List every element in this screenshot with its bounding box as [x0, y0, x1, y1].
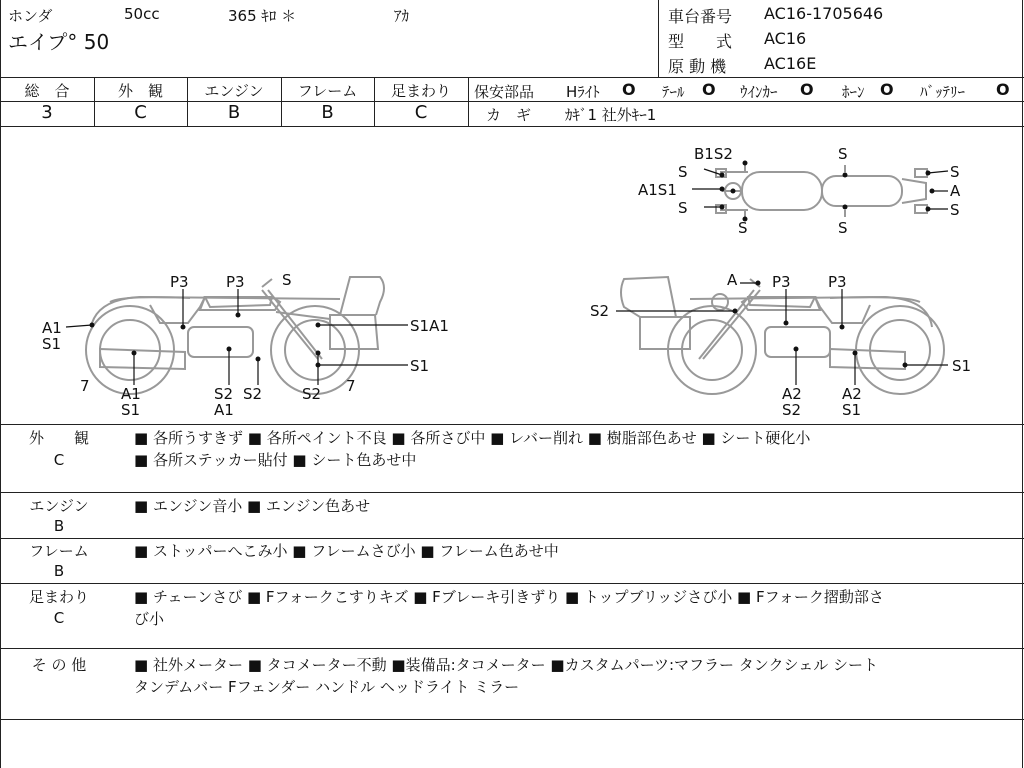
diagram-label: A1: [42, 319, 62, 337]
diagram-label: S: [738, 219, 748, 237]
diagram-label: A2: [842, 385, 862, 403]
suspension-section-grade: C: [53, 609, 65, 627]
diagram-label: A2: [782, 385, 802, 403]
damage-dots: [90, 161, 935, 368]
mileage: 365 ｷﾛ ＊: [228, 7, 297, 25]
diagram-label: P3: [226, 273, 245, 291]
note-line: ■ 各所ステッカー貼付 ■ シート色あせ中: [134, 451, 417, 469]
frame-grade: B: [321, 102, 334, 123]
diagram-label: S: [950, 163, 960, 181]
diagram-label: P3: [772, 273, 791, 291]
headlight-ok-mark: O: [622, 80, 636, 99]
other-notes: [134, 654, 1018, 698]
diagram-label: S1: [842, 401, 862, 419]
diagram-label: S: [838, 219, 848, 237]
frame-label: フレーム: [297, 82, 358, 100]
model-name: エイプ° 50: [8, 30, 110, 54]
rule-col5: [468, 77, 469, 126]
rule-sec5-bottom: [0, 719, 1024, 720]
other-section-label: そ の 他: [31, 656, 87, 674]
diagram-label: S2: [302, 385, 322, 403]
diagram-label: S: [678, 199, 688, 217]
rule-header-bottom: [0, 77, 1024, 78]
safety-label: 保安部品: [474, 83, 535, 101]
suspension-section-label: 足まわり: [28, 588, 89, 606]
exterior-section-grade: C: [53, 451, 65, 469]
bike-left-view: [86, 277, 384, 394]
diagram-label: P3: [170, 273, 189, 291]
diagram-label: 7: [80, 377, 90, 395]
engine-section-grade: B: [53, 517, 65, 535]
note-line: ■ エンジン音小 ■ エンジン色あせ: [134, 497, 371, 515]
engine-notes: [134, 495, 1018, 517]
winker-ok-mark: O: [800, 80, 814, 99]
key-label: カ ギ: [486, 106, 532, 124]
exterior-grade: C: [134, 102, 147, 123]
diagram-label: S2: [590, 302, 610, 320]
exterior-section-label: 外 観: [28, 429, 89, 447]
winker-label: ｳｲﾝｶｰ: [740, 83, 778, 101]
frame-no-label: 車台番号: [668, 7, 733, 26]
headlight-label: Hﾗｲﾄ: [566, 83, 600, 101]
diagram-label: A1: [121, 385, 141, 403]
exterior-label: 外 観: [117, 82, 163, 100]
leader-lines: [66, 169, 948, 385]
note-line: タンデムバー Fフェンダー ハンドル ヘッドライト ミラー: [134, 678, 520, 696]
key-value: ｶｷﾞ1 社外ｷｰ1: [565, 106, 657, 124]
diagram-label: A1: [214, 401, 234, 419]
diagram-label: A1S1: [638, 181, 677, 199]
engine-grade: B: [227, 102, 241, 123]
rule-diagram-bottom: [0, 424, 1024, 425]
battery-label: ﾊﾞｯﾃﾘｰ: [920, 83, 966, 101]
taillight-ok-mark: O: [702, 80, 716, 99]
diagram-label: S1: [952, 357, 972, 375]
overall-label: 総 合: [24, 82, 70, 100]
overall-grade: 3: [41, 102, 53, 123]
suspension-notes: [134, 586, 1018, 630]
diagram-label: S: [950, 201, 960, 219]
note-line: ■ ストッパーへこみ小 ■ フレームさび小 ■ フレーム色あせ中: [134, 542, 559, 560]
note-line: ■ 社外メーター ■ タコメーター不動 ■装備品:タコメーター ■カスタムパーツ:マフラー タンクシェル シート: [134, 656, 878, 674]
horn-label: ﾎｰﾝ: [842, 83, 865, 101]
diagram-label: S1: [42, 335, 62, 353]
diagram-label: S2: [243, 385, 263, 403]
diagram-label: S1A1: [410, 317, 449, 335]
diagram-label: S: [282, 271, 292, 289]
diagram-label: S: [838, 145, 848, 163]
engine-model: AC16E: [764, 54, 817, 73]
rule-header-right: [658, 0, 659, 77]
frame-no: AC16-1705646: [764, 4, 884, 23]
battery-ok-mark: O: [996, 80, 1010, 99]
rule-sec3-bottom: [0, 583, 1024, 584]
frame-section-grade: B: [53, 562, 65, 580]
rule-right: [1022, 0, 1023, 768]
diagram-label: 7: [346, 377, 356, 395]
type-label: 型 式: [668, 32, 733, 51]
diagram-label: S: [678, 163, 688, 181]
note-line: ■ 各所うすきず ■ 各所ペイント不良 ■ 各所さび中 ■ レバー削れ ■ 樹脂部色あせ ■ シート硬化小: [134, 429, 811, 447]
diagram-label: P3: [828, 273, 847, 291]
horn-ok-mark: O: [880, 80, 894, 99]
taillight-label: ﾃｰﾙ: [662, 83, 685, 101]
damage-diagram: [0, 127, 1022, 423]
exterior-notes: [134, 427, 1018, 471]
diagram-label: S1: [121, 401, 141, 419]
engine-model-label: 原 動 機: [668, 57, 727, 76]
body-color: ｱｶ: [394, 7, 410, 25]
diagram-label: S2: [782, 401, 802, 419]
engine-section-label: エンジン: [29, 497, 89, 515]
maker: ホンダ: [8, 7, 53, 25]
suspension-label: 足まわり: [390, 82, 451, 100]
frame-notes: [134, 540, 1018, 562]
frame-section-label: フレーム: [29, 542, 89, 560]
rule-sec4-bottom: [0, 648, 1024, 649]
note-line: び小: [134, 610, 165, 628]
diagram-label: S1: [410, 357, 430, 375]
suspension-grade: C: [414, 102, 428, 123]
rule-sec1-bottom: [0, 492, 1024, 493]
note-line: ■ チェーンさび ■ Fフォークこすりキズ ■ Fブレーキ引きずり ■ トップブリッジさび小 ■ Fフォーク摺動部さ: [134, 588, 884, 606]
engine-label: エンジン: [204, 82, 264, 100]
displacement: 50cc: [124, 5, 160, 23]
diagram-label: S2: [214, 385, 234, 403]
bike-top-view: [716, 163, 927, 219]
type-value: AC16: [764, 29, 807, 48]
diagram-label: A: [727, 271, 738, 289]
rule-sec2-bottom: [0, 538, 1024, 539]
bike-right-view: [621, 277, 944, 394]
diagram-label: B1S2: [694, 145, 733, 163]
diagram-label: A: [950, 182, 961, 200]
